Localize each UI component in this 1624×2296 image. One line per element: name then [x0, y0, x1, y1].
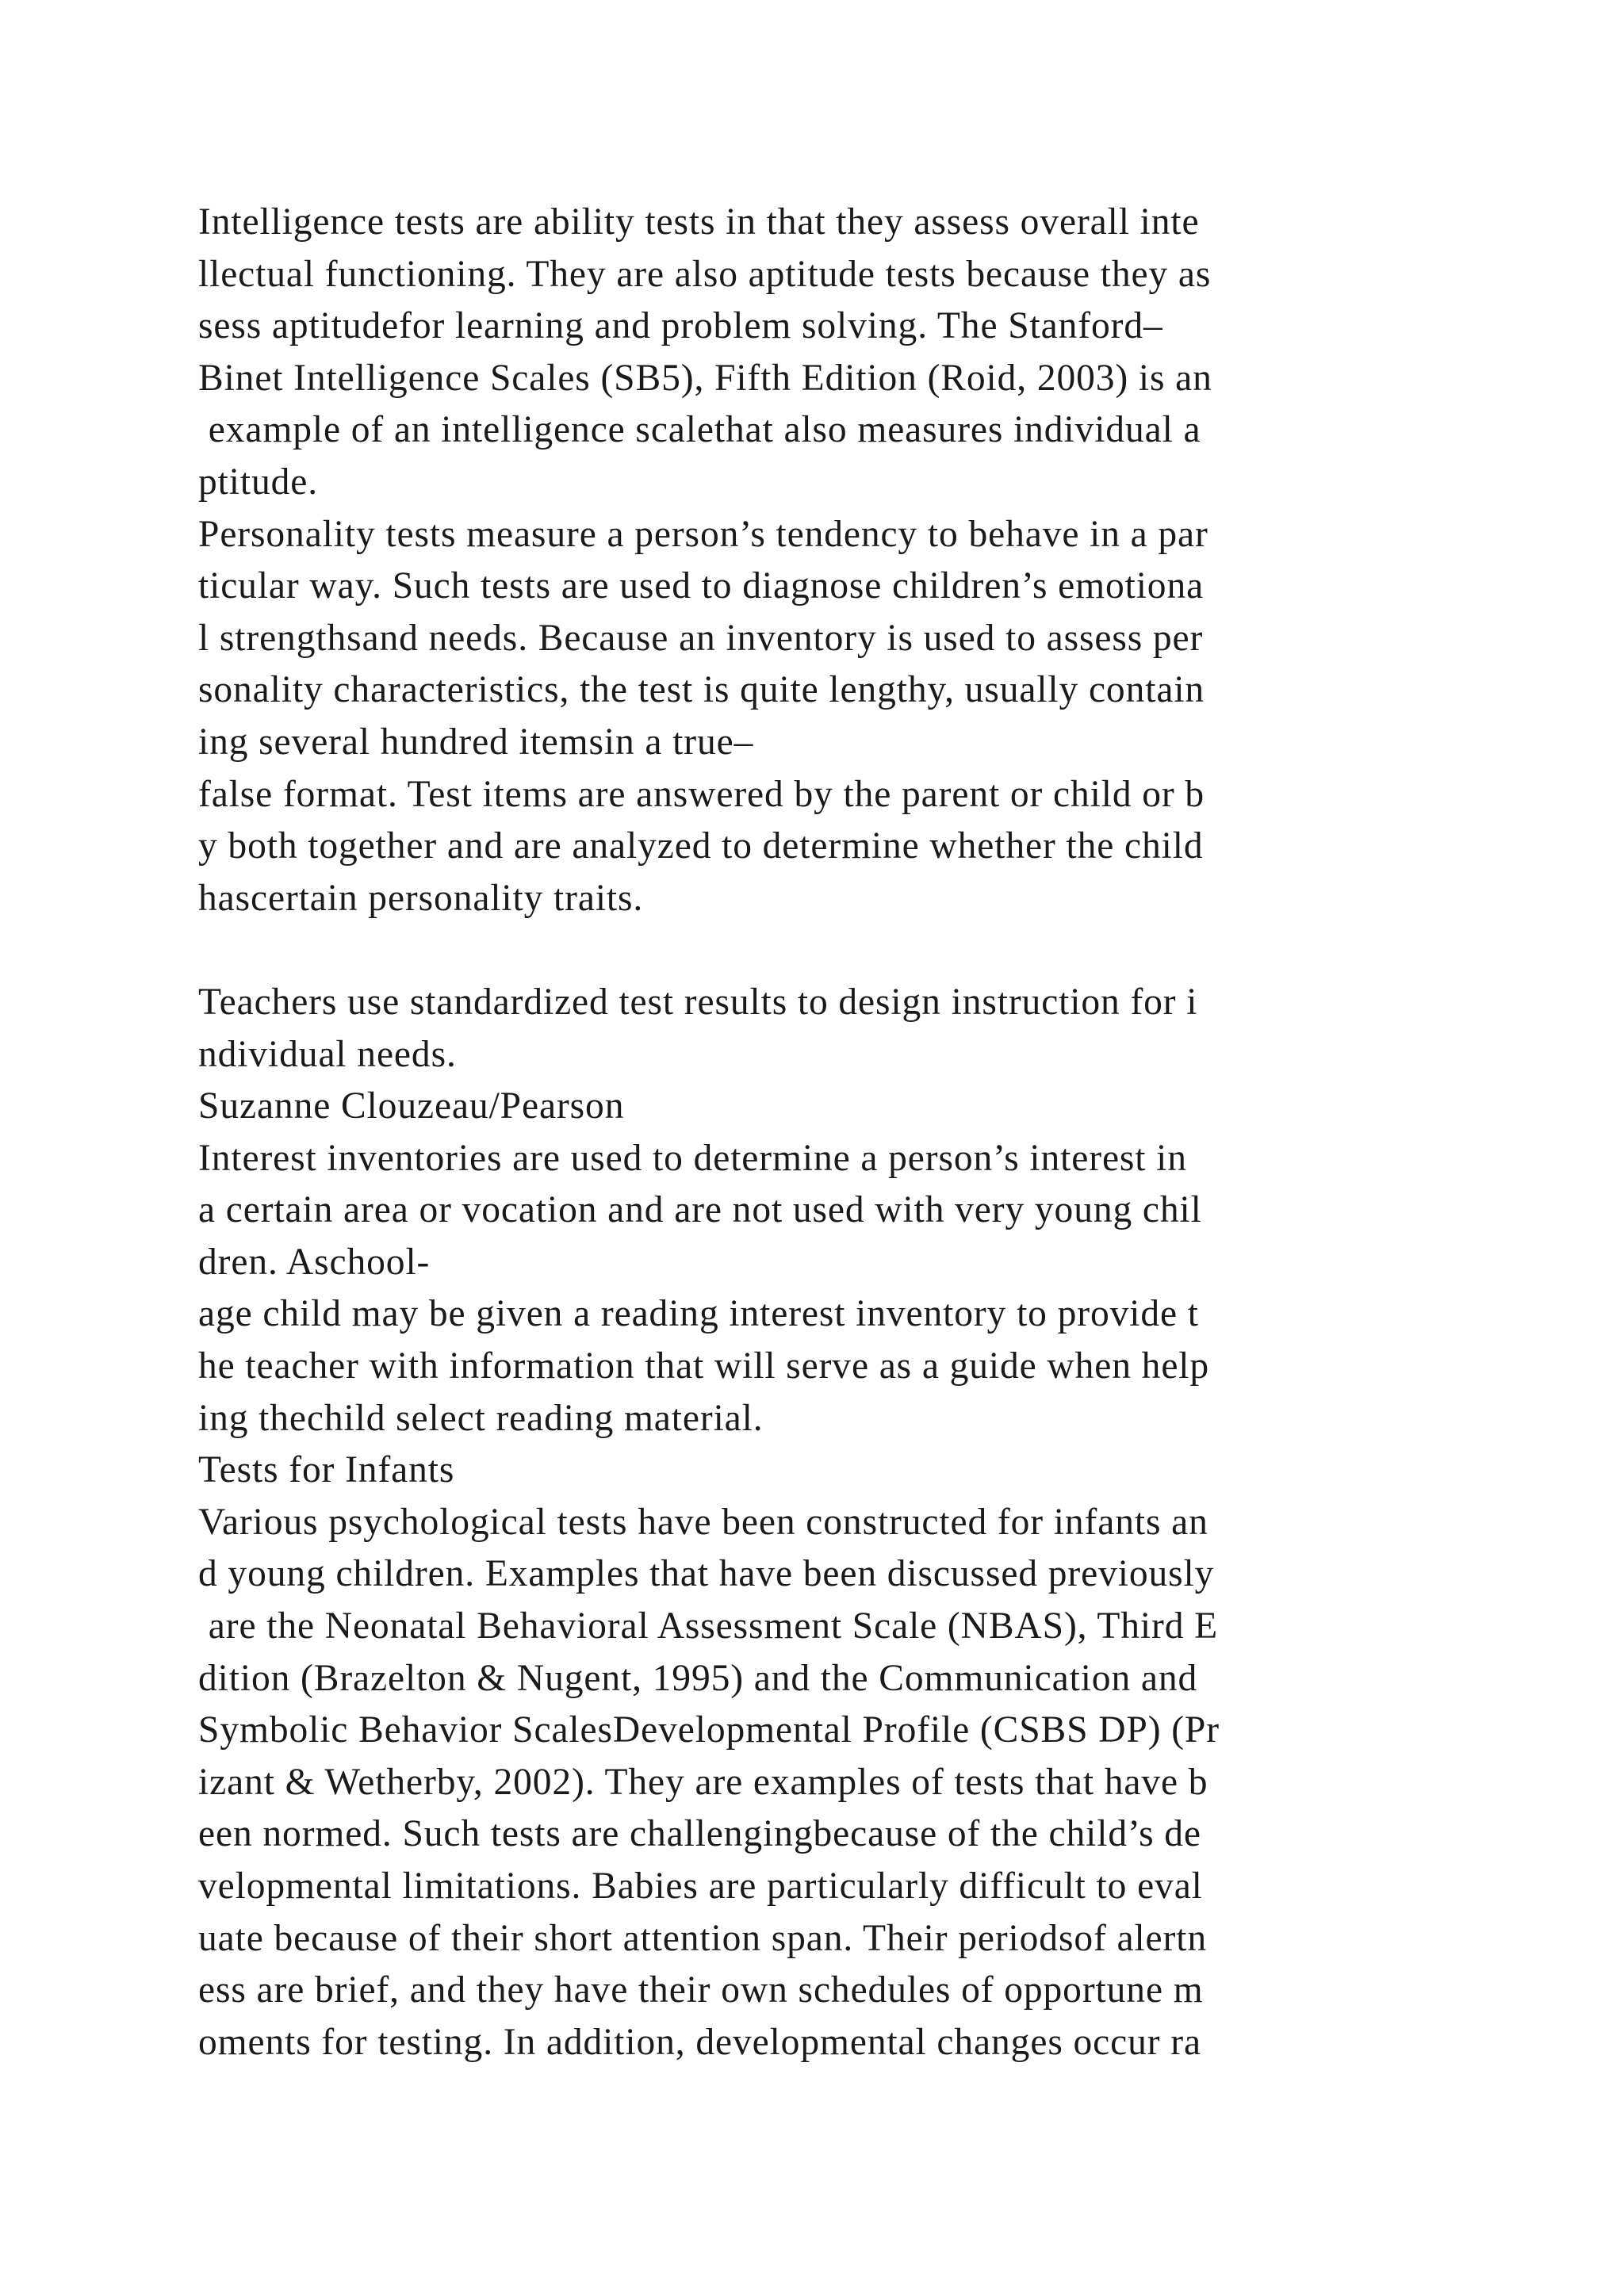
- text-line: l strengthsand needs. Because an inventory is used to assess per: [198, 617, 1204, 659]
- text-line: Binet Intelligence Scales (SB5), Fifth Edition (Roid, 2003) is an: [198, 357, 1212, 399]
- blank-line: [198, 924, 1499, 977]
- text-line: Personality tests measure a person’s tendency to behave in a par: [198, 513, 1208, 555]
- text-line: velopmental limitations. Babies are particularly difficult to eval: [198, 1866, 1203, 1907]
- text-line: llectual functioning. They are also aptitude tests because they as: [198, 253, 1212, 295]
- text-line: izant & Wetherby, 2002). They are examples of tests that have b: [198, 1761, 1208, 1803]
- text-line: Interest inventories are used to determine a person’s interest in: [198, 1137, 1187, 1179]
- text-line: uate because of their short attention span. Their periodsof alertn: [198, 1917, 1207, 1959]
- text-line: are the Neonatal Behavioral Assessment Scale (NBAS), Third E: [198, 1605, 1219, 1647]
- text-line: y both together and are analyzed to determine whether the child: [198, 825, 1204, 867]
- text-line: ess are brief, and they have their own schedules of opportune m: [198, 1969, 1204, 2011]
- text-line: he teacher with information that will serve as a guide when help: [198, 1345, 1210, 1387]
- section-heading: Tests for Infants: [198, 1449, 455, 1491]
- text-line: Teachers use standardized test results to design instruction for i: [198, 981, 1198, 1023]
- photo-credit: Suzanne Clouzeau/Pearson: [198, 1085, 625, 1127]
- text-line: Symbolic Behavior ScalesDevelopmental Profile (CSBS DP) (Pr: [198, 1709, 1220, 1751]
- text-line: een normed. Such tests are challengingbecause of the child’s de: [198, 1813, 1201, 1855]
- text-line: ndividual needs.: [198, 1033, 457, 1075]
- text-line: example of an intelligence scalethat also measures individual a: [198, 409, 1201, 451]
- text-line: ptitude.: [198, 461, 318, 503]
- text-line: age child may be given a reading interest inventory to provide t: [198, 1293, 1199, 1335]
- text-line: dren. Aschool-: [198, 1241, 431, 1283]
- body-text: [198, 197, 1499, 2068]
- text-line: Intelligence tests are ability tests in that they assess overall inte: [198, 201, 1200, 243]
- text-line: dition (Brazelton & Nugent, 1995) and the Communication and: [198, 1657, 1198, 1699]
- text-line: a certain area or vocation and are not used with very young chil: [198, 1189, 1202, 1231]
- text-line: Various psychological tests have been constructed for infants an: [198, 1501, 1208, 1543]
- text-line: oments for testing. In addition, developmental changes occur ra: [198, 2021, 1201, 2063]
- text-line: sess aptitudefor learning and problem solving. The Stanford–: [198, 305, 1163, 347]
- text-line: false format. Test items are answered by the parent or child or b: [198, 773, 1205, 815]
- text-line: ticular way. Such tests are used to diagnose children’s emotiona: [198, 565, 1205, 607]
- text-line: hascertain personality traits.: [198, 877, 644, 919]
- text-line: ing several hundred itemsin a true–: [198, 721, 754, 763]
- text-line: d young children. Examples that have been discussed previously: [198, 1553, 1215, 1595]
- text-line: ing thechild select reading material.: [198, 1397, 764, 1439]
- text-line: sonality characteristics, the test is quite lengthy, usually contain: [198, 669, 1205, 711]
